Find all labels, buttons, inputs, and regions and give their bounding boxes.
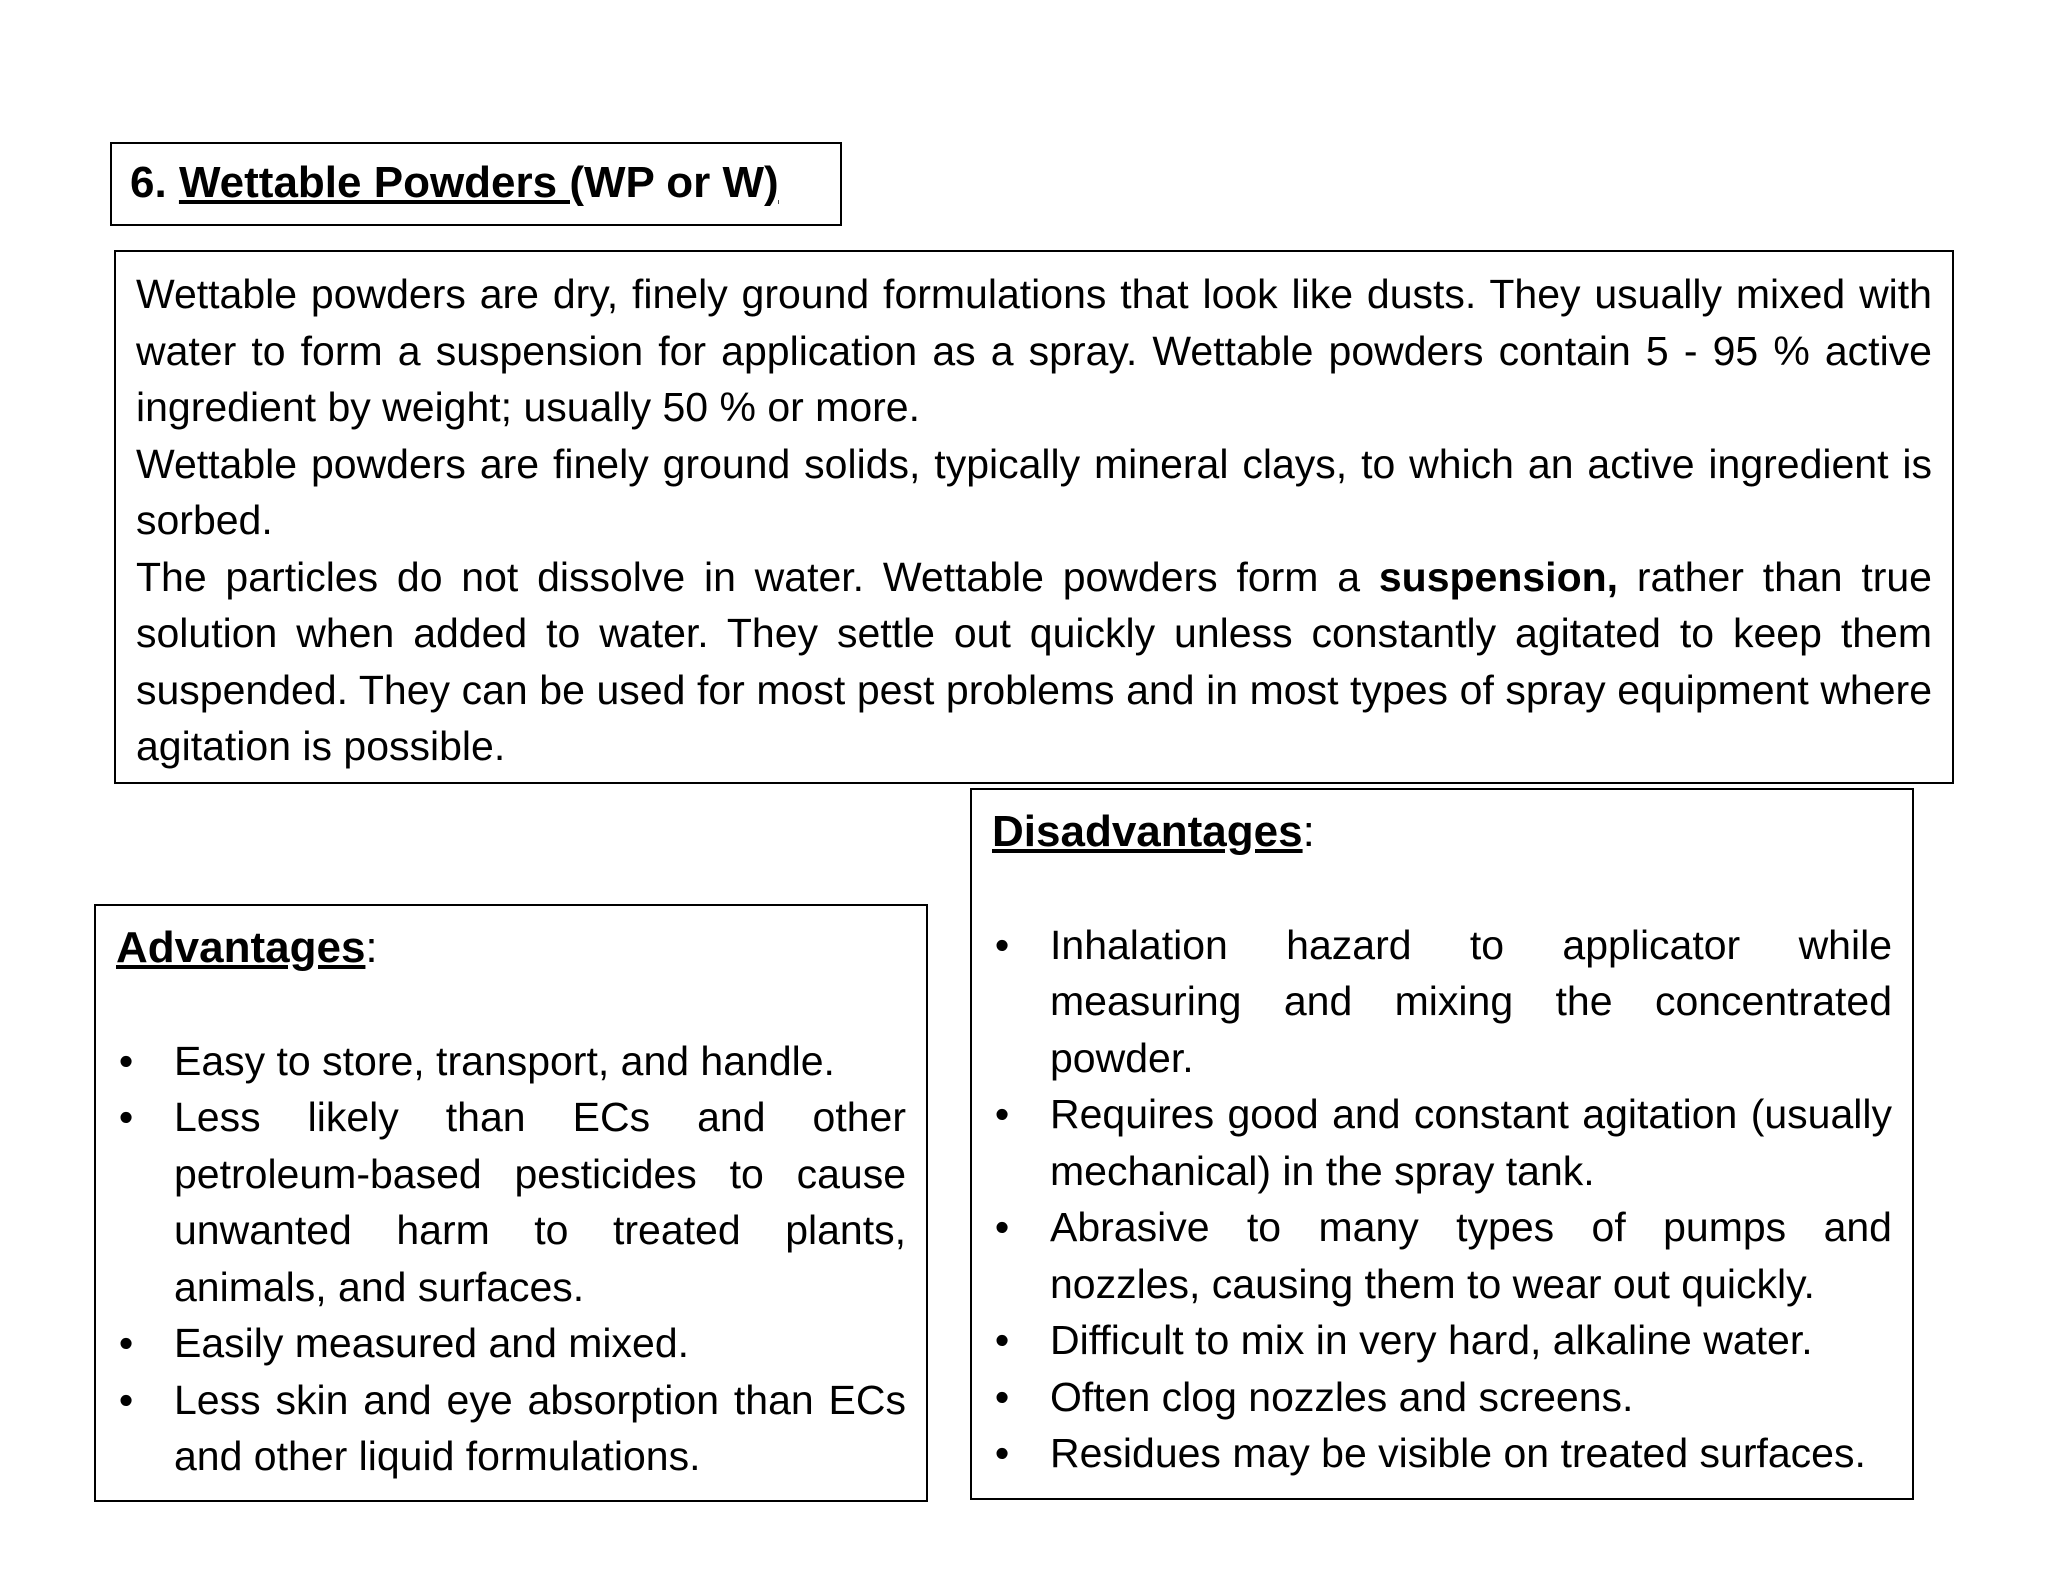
section-title-box [110, 142, 842, 226]
description-paragraph-1: Wettable powders are dry, finely ground formulations that look like dusts. They usually mixed with water to form a suspension for application as a spray. Wettable powders contain 5 - 95 % active ingredient by weight; usually 50 % or more. [136, 271, 1932, 430]
disadvantages-box [970, 788, 1914, 1500]
list-item: • Less likely than ECs and other petroleum-based pesticides to cause unwanted harm to treated plants, animals, and surfaces. [116, 1089, 906, 1315]
description-paragraph-3: The particles do not dissolve in water. Wettable powders form a suspension, rather than true solution when added to water. They settle out quickly unless constantly agitated to keep them suspended. They can be used for most pest problems and in most types of spray equipment where agitation is possible. [136, 553, 1932, 769]
bullet-icon: • [994, 921, 1010, 968]
bullet-icon: • [994, 1430, 1010, 1476]
section-number: 6. [130, 158, 167, 207]
disadvantages-list [992, 917, 1892, 1482]
list-item: • Often clog nozzles and screens. [992, 1369, 1892, 1426]
bullet-icon: • [118, 1037, 134, 1084]
bullet-icon: • [994, 1317, 1010, 1363]
list-item: • Easy to store, transport, and handle. [116, 1033, 906, 1090]
disadvantages-heading: Disadvantages: [992, 807, 1315, 856]
bullet-icon: • [994, 1091, 1010, 1137]
advantages-heading: Advantages: [116, 923, 378, 972]
section-title-code: WP or W [583, 158, 765, 207]
list-item: • Residues may be visible on treated surfaces. [992, 1425, 1892, 1482]
suspension-term: suspension, [1378, 553, 1619, 600]
advantages-box [94, 904, 928, 1502]
description-box [114, 250, 1954, 784]
bullet-icon: • [994, 1204, 1010, 1250]
bullet-icon: • [118, 1094, 134, 1140]
list-item: • Inhalation hazard to applicator while measuring and mixing the concentrated powder. [992, 917, 1892, 1087]
list-item: • Difficult to mix in very hard, alkaline water. [992, 1312, 1892, 1369]
list-item: • Requires good and constant agitation (usually mechanical) in the spray tank. [992, 1086, 1892, 1199]
description-paragraph-2: Wettable powders are finely ground solids, typically mineral clays, to which an active ingredient is sorbed. [136, 440, 1932, 543]
bullet-icon: • [118, 1320, 134, 1366]
section-title-close: ) [764, 158, 779, 207]
advantages-list [116, 1033, 906, 1485]
list-item: • Abrasive to many types of pumps and nozzles, causing them to wear out quickly. [992, 1199, 1892, 1312]
bullet-icon: • [118, 1376, 134, 1423]
list-item: • Less skin and eye absorption than ECs and other liquid formulations. [116, 1372, 906, 1485]
section-title: Wettable Powders ( [178, 158, 584, 207]
bullet-icon: • [994, 1373, 1010, 1420]
list-item: • Easily measured and mixed. [116, 1315, 906, 1372]
